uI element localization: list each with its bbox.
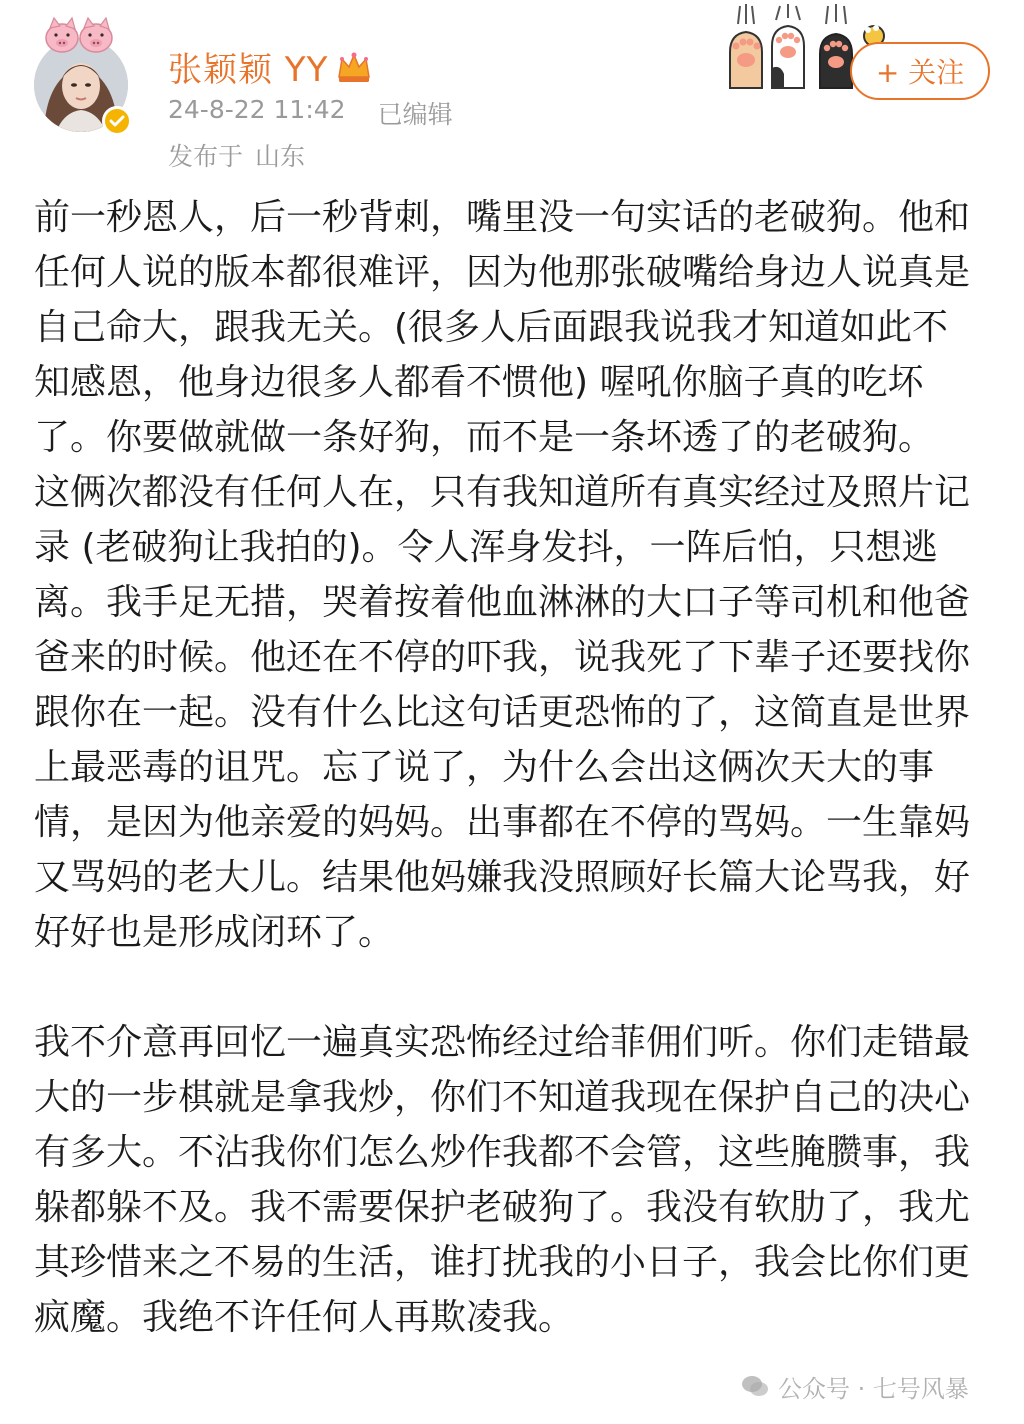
post-body xyxy=(34,190,982,1345)
location-value: 山东 xyxy=(255,142,306,171)
watermark-text: 公众号 · 七号风暴 xyxy=(778,1374,969,1403)
username-text[interactable]: 张颖颖 YY xyxy=(168,50,329,90)
post-paragraph: 这俩次都没有任何人在，只有我知道所有真实经过及照片记录 (老破狗让我拍的)。令人浑身发抖，一阵后怕，只想逃离。我手足无措，哭着按着他血淋淋的大口子等司机和他爸爸来的时候。他还在不停的吓我，说我死了下辈子还要找你跟你在一起。没有什么比这句话更恐怖的了，这简直是世界上最恶毒的诅咒。忘了说了，为什么会出这俩次天大的事情，是因为他亲爱的妈妈。出事都在不停的骂妈。一生靠妈又骂妈的老大儿。结果他妈嫌我没照顾好长篇大论骂我，好好好也是形成闭环了。 xyxy=(34,472,971,953)
location-prefix: 发布于 xyxy=(168,142,244,171)
crown-icon xyxy=(334,49,374,85)
verified-badge-icon xyxy=(102,106,132,136)
post-meta xyxy=(168,95,453,131)
post-paragraph: 前一秒恩人，后一秒背刺，嘴里没一句实话的老破狗。他和任何人说的版本都很难评，因为他那张破嘴给身边人说真是自己命大，跟我无关。(很多人后面跟我说我才知道如此不知感恩，他身边很多人都看不惯他) 喔吼你脑子真的吃坏了。你要做就做一条好狗，而不是一条坏透了的老破狗。 xyxy=(34,197,971,458)
follow-button[interactable]: + 关注 xyxy=(850,42,990,100)
username[interactable] xyxy=(168,42,374,91)
wechat-icon xyxy=(740,1371,770,1401)
post-location xyxy=(168,137,305,173)
paw-black-icon xyxy=(820,4,852,88)
watermark xyxy=(740,1366,969,1406)
paw-orange-icon xyxy=(730,4,762,88)
post-paragraph: 我不介意再回忆一遍真实恐怖经过给菲佣们听。你们走错最大的一步棋就是拿我炒，你们不知道我现在保护自己的决心有多大。不沾我你们怎么炒作我都不会管，这些腌臜事，我躲都躲不及。我不需要保护老破狗了。我没有软肋了，我尤其珍惜来之不易的生活，谁打扰我的小日子，我会比你们更疯魔。我绝不许任何人再欺凌我。 xyxy=(34,1022,971,1338)
pig-sticker-icon xyxy=(40,14,120,58)
paw-white-icon xyxy=(772,4,804,88)
edited-label: 已编辑 xyxy=(377,100,453,129)
avatar-container[interactable] xyxy=(30,32,134,136)
post-timestamp: 24-8-22 11:42 xyxy=(168,95,346,124)
